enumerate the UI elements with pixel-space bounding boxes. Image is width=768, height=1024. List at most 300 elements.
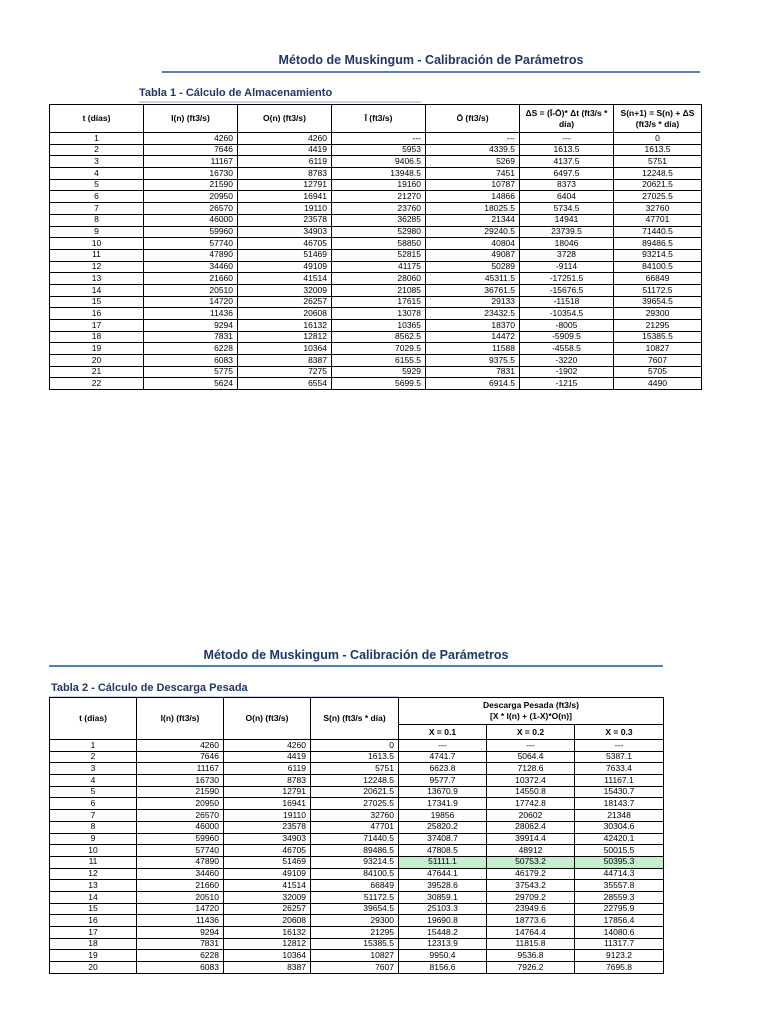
table-cell: 46705 [238, 238, 332, 250]
table-cell: 5699.5 [332, 378, 426, 390]
table-cell: 17 [50, 927, 137, 939]
table-cell: --- [575, 740, 664, 752]
column-header: O(n) (ft3/s) [224, 698, 311, 740]
table-cell: 2 [50, 144, 144, 156]
table-cell: 18143.7 [575, 798, 664, 810]
table-row [50, 740, 664, 752]
table-cell: 16132 [238, 320, 332, 332]
table-cell: 7831 [426, 366, 520, 378]
table-cell: 10372.4 [487, 775, 575, 787]
table-cell: 29133 [426, 296, 520, 308]
table-cell: 22795.9 [575, 903, 664, 915]
table-cell: 12 [50, 868, 137, 880]
table-row [50, 786, 664, 798]
table-cell: 20 [50, 962, 137, 974]
table-cell: 0 [614, 133, 702, 145]
table-cell: 15385.5 [311, 938, 399, 950]
table-cell: 6404 [520, 191, 614, 203]
table-row [50, 133, 702, 145]
table-cell: 71440.5 [614, 226, 702, 238]
table-cell: 12791 [238, 179, 332, 191]
table-cell: 8783 [238, 168, 332, 180]
table-cell: 7646 [137, 751, 224, 763]
table-cell: 21 [50, 366, 144, 378]
table-cell: 21085 [332, 284, 426, 296]
weighted-table-body [50, 740, 664, 974]
table-cell: 4260 [224, 740, 311, 752]
table-row [50, 938, 664, 950]
table-cell: 19160 [332, 179, 426, 191]
table-cell: 11815.8 [487, 938, 575, 950]
table-row [50, 798, 664, 810]
table-cell: 11588 [426, 343, 520, 355]
table-cell: 27025.5 [614, 191, 702, 203]
table-cell: 9 [50, 226, 144, 238]
table-row [50, 296, 702, 308]
table-cell: 21344 [426, 214, 520, 226]
table-cell: 23432.5 [426, 308, 520, 320]
table-cell: 16730 [144, 168, 238, 180]
table-cell: 6119 [238, 156, 332, 168]
table-cell: 8562.5 [332, 331, 426, 343]
table-cell: 17856.4 [575, 915, 664, 927]
table-cell: 11 [50, 856, 137, 868]
x-value: 0.1 [444, 726, 457, 737]
table-cell: 49109 [238, 261, 332, 273]
x-value-header [575, 725, 664, 740]
table-cell: --- [520, 133, 614, 145]
table-cell: 47701 [311, 821, 399, 833]
table-cell: 50395.3 [575, 856, 664, 868]
table-cell: 14764.4 [487, 927, 575, 939]
table-cell: 47890 [144, 249, 238, 261]
table-cell: 7 [50, 203, 144, 215]
table-cell: 5705 [614, 366, 702, 378]
table-cell: 8387 [224, 962, 311, 974]
table1-title-rule [162, 71, 700, 73]
table-cell: 7831 [137, 938, 224, 950]
table-cell: 20510 [137, 891, 224, 903]
table-cell: 6554 [238, 378, 332, 390]
table-cell: 16730 [137, 775, 224, 787]
table-cell: 1 [50, 133, 144, 145]
table-cell: 7646 [144, 144, 238, 156]
table-cell: 21295 [614, 320, 702, 332]
table-row [50, 238, 702, 250]
table-cell: 21590 [144, 179, 238, 191]
table-cell: 29300 [614, 308, 702, 320]
table-cell: 7451 [426, 168, 520, 180]
table-row [50, 284, 702, 296]
table-cell: 4419 [238, 144, 332, 156]
table-cell: 66849 [614, 273, 702, 285]
table-cell: 50753.2 [487, 856, 575, 868]
table-cell: 59960 [137, 833, 224, 845]
table-cell: 20950 [144, 191, 238, 203]
table-cell: 19110 [238, 203, 332, 215]
table-cell: 84100.5 [614, 261, 702, 273]
table-cell: --- [332, 133, 426, 145]
table-cell: 51469 [224, 856, 311, 868]
table-cell: 18025.5 [426, 203, 520, 215]
table-cell: -3220 [520, 355, 614, 367]
table-cell: 1613.5 [311, 751, 399, 763]
table-cell: -11518 [520, 296, 614, 308]
table-cell: 52980 [332, 226, 426, 238]
table-row [50, 915, 664, 927]
table-row [50, 751, 664, 763]
x-label: X = [428, 726, 445, 737]
table-cell: 26257 [224, 903, 311, 915]
table-cell: -4558.5 [520, 343, 614, 355]
table-cell: 4 [50, 168, 144, 180]
table-cell: 13078 [332, 308, 426, 320]
table-cell: 19 [50, 343, 144, 355]
table-cell: --- [399, 740, 487, 752]
x-value: 0.2 [532, 726, 545, 737]
table-cell: 15 [50, 296, 144, 308]
table-cell: 28559.3 [575, 891, 664, 903]
table-cell: 11436 [144, 308, 238, 320]
column-header: O(n) (ft3/s) [238, 105, 332, 133]
table-cell: 4741.7 [399, 751, 487, 763]
table-cell: -1902 [520, 366, 614, 378]
table-cell: 21348 [575, 810, 664, 822]
table-cell: 7831 [144, 331, 238, 343]
table-cell: 9375.5 [426, 355, 520, 367]
table-cell: -5909.5 [520, 331, 614, 343]
table-cell: 39654.5 [311, 903, 399, 915]
table-cell: 47701 [614, 214, 702, 226]
table-cell: 10787 [426, 179, 520, 191]
table-cell: 6 [50, 191, 144, 203]
table-cell: 5751 [311, 763, 399, 775]
table-row [50, 214, 702, 226]
table-cell: 5 [50, 179, 144, 191]
table-cell: 6155.5 [332, 355, 426, 367]
table-cell: 6497.5 [520, 168, 614, 180]
table-cell: 14866 [426, 191, 520, 203]
table-cell: 8387 [238, 355, 332, 367]
table-cell: 4419 [224, 751, 311, 763]
table-cell: 26570 [137, 810, 224, 822]
table-cell: 17615 [332, 296, 426, 308]
table-cell: 1613.5 [614, 144, 702, 156]
table-cell: 23578 [224, 821, 311, 833]
table-cell: 4 [50, 775, 137, 787]
table-cell: 40804 [426, 238, 520, 250]
table-cell: 11 [50, 249, 144, 261]
table-cell: 4260 [144, 133, 238, 145]
table-cell: 20602 [487, 810, 575, 822]
group-header-line1: Descarga Pesada (ft3/s) [483, 700, 579, 710]
table-cell: 16941 [224, 798, 311, 810]
table-cell: 23739.5 [520, 226, 614, 238]
table-row [50, 880, 664, 892]
table-cell: 50289 [426, 261, 520, 273]
table-cell: 4260 [238, 133, 332, 145]
table-cell: 6623.8 [399, 763, 487, 775]
table-cell: 7128.6 [487, 763, 575, 775]
column-header: S(n) (ft3/s * día) [311, 698, 399, 740]
table-cell: 13948.5 [332, 168, 426, 180]
table-cell: 6914.5 [426, 378, 520, 390]
table-cell: 6228 [137, 950, 224, 962]
table-cell: 20621.5 [614, 179, 702, 191]
table2-title-rule [49, 665, 663, 667]
table-cell: 6083 [137, 962, 224, 974]
table-row [50, 343, 702, 355]
table-cell: 46179.2 [487, 868, 575, 880]
storage-table [49, 104, 702, 390]
table-cell: 19690.8 [399, 915, 487, 927]
table-cell: 59960 [144, 226, 238, 238]
table-cell: 4339.5 [426, 144, 520, 156]
table-cell: 51111.1 [399, 856, 487, 868]
table-cell: 26257 [238, 296, 332, 308]
table-cell: 6228 [144, 343, 238, 355]
table-cell: 84100.5 [311, 868, 399, 880]
table-cell: 9536.8 [487, 950, 575, 962]
table-cell: 1 [50, 740, 137, 752]
table-cell: 9950.4 [399, 950, 487, 962]
table-cell: 20950 [137, 798, 224, 810]
table-cell: 9577.7 [399, 775, 487, 787]
table-cell: 5387.1 [575, 751, 664, 763]
table-cell: 12 [50, 261, 144, 273]
table-cell: 93214.5 [614, 249, 702, 261]
table-cell: 34460 [137, 868, 224, 880]
table-row [50, 144, 702, 156]
table-cell: 25103.3 [399, 903, 487, 915]
table-row [50, 355, 702, 367]
table-cell: 44714.3 [575, 868, 664, 880]
table-cell: 7607 [614, 355, 702, 367]
table-cell: 14720 [137, 903, 224, 915]
x-value-header [487, 725, 575, 740]
table-cell: 52815 [332, 249, 426, 261]
column-header: I(n) (ft3/s) [144, 105, 238, 133]
table-cell: 7 [50, 810, 137, 822]
table-row [50, 378, 702, 390]
table-cell: 7695.8 [575, 962, 664, 974]
table1-subtitle-rule [139, 101, 421, 103]
table-cell: 51172.5 [614, 284, 702, 296]
table-row [50, 927, 664, 939]
table-cell: 13 [50, 273, 144, 285]
table-cell: 71440.5 [311, 833, 399, 845]
table-cell: 46705 [224, 845, 311, 857]
table-cell: 47808.5 [399, 845, 487, 857]
table-cell: --- [487, 740, 575, 752]
table-cell: 4490 [614, 378, 702, 390]
table-cell: -8005 [520, 320, 614, 332]
table-cell: 23760 [332, 203, 426, 215]
table-cell: 46000 [137, 821, 224, 833]
table-cell: 49087 [426, 249, 520, 261]
table-cell: 28062.4 [487, 821, 575, 833]
table-cell: 17742.8 [487, 798, 575, 810]
table-cell: 50015.5 [575, 845, 664, 857]
table-cell: 5734.5 [520, 203, 614, 215]
table-row [50, 203, 702, 215]
table-cell: 29709.2 [487, 891, 575, 903]
table-cell: 21295 [311, 927, 399, 939]
table-cell: 27025.5 [311, 798, 399, 810]
table-cell: 25820.2 [399, 821, 487, 833]
table-cell: 10 [50, 238, 144, 250]
table-cell: 1613.5 [520, 144, 614, 156]
table-cell: 13670.9 [399, 786, 487, 798]
table-cell: 10365 [332, 320, 426, 332]
table-cell: 34903 [238, 226, 332, 238]
table-cell: 19 [50, 950, 137, 962]
group-header-line2: [X * I(n) + (1-X)*O(n)] [490, 711, 572, 721]
table-cell: 20621.5 [311, 786, 399, 798]
column-header: S(n+1) = S(n) + ΔS (ft3/s * día) [614, 105, 702, 133]
table-cell: 10827 [311, 950, 399, 962]
table-cell: 41514 [224, 880, 311, 892]
table-cell: 5751 [614, 156, 702, 168]
x-label: X = [605, 726, 621, 737]
table-row [50, 810, 664, 822]
table-cell: 21660 [144, 273, 238, 285]
column-header: Ī (ft3/s) [332, 105, 426, 133]
table-cell: 20 [50, 355, 144, 367]
table-cell: 12313.9 [399, 938, 487, 950]
table-cell: -17251.5 [520, 273, 614, 285]
table-cell: 16 [50, 915, 137, 927]
table-cell: 20608 [238, 308, 332, 320]
table-cell: 11317.7 [575, 938, 664, 950]
table2-title: Método de Muskingum - Calibración de Parámetros [203, 648, 509, 662]
table-cell: 3 [50, 156, 144, 168]
table-cell: 93214.5 [311, 856, 399, 868]
table-cell: 8156.6 [399, 962, 487, 974]
table-cell: 14720 [144, 296, 238, 308]
table-cell: 11167 [144, 156, 238, 168]
table-cell: 5929 [332, 366, 426, 378]
table-row [50, 775, 664, 787]
table-cell: 3 [50, 763, 137, 775]
table-cell: 15448.2 [399, 927, 487, 939]
table-cell: -15676.5 [520, 284, 614, 296]
table-cell: 29300 [311, 915, 399, 927]
table-cell: 26570 [144, 203, 238, 215]
table-cell: 18 [50, 331, 144, 343]
table-cell: 89486.5 [311, 845, 399, 857]
weighted-discharge-group-header [399, 698, 664, 725]
x-label: X = [516, 726, 533, 737]
table-cell: 16 [50, 308, 144, 320]
column-header: ΔS = (Ī-Ō)* Δt (ft3/s * día) [520, 105, 614, 133]
table1-subtitle: Tabla 1 - Cálculo de Almacenamiento [139, 87, 333, 99]
table-row [50, 273, 702, 285]
table-cell: 21270 [332, 191, 426, 203]
table-cell: 23949.6 [487, 903, 575, 915]
table-cell: 14941 [520, 214, 614, 226]
table-cell: 89486.5 [614, 238, 702, 250]
table-cell: 14080.6 [575, 927, 664, 939]
weighted-discharge-table [49, 697, 664, 974]
table-cell: 9294 [144, 320, 238, 332]
table-cell: 12791 [224, 786, 311, 798]
table-cell: 0 [311, 740, 399, 752]
table-row [50, 308, 702, 320]
table-cell: 46000 [144, 214, 238, 226]
table-cell: 7633.4 [575, 763, 664, 775]
table-cell: 39528.6 [399, 880, 487, 892]
table-cell: 5269 [426, 156, 520, 168]
table-cell: 21590 [137, 786, 224, 798]
weighted-table-header-row1 [50, 698, 664, 725]
table-cell: 58850 [332, 238, 426, 250]
table-cell: --- [426, 133, 520, 145]
table-cell: 36285 [332, 214, 426, 226]
table-cell: 14 [50, 284, 144, 296]
table-cell: 6 [50, 798, 137, 810]
table-cell: 30859.1 [399, 891, 487, 903]
table-cell: 51469 [238, 249, 332, 261]
table-cell: 9 [50, 833, 137, 845]
table-cell: 10 [50, 845, 137, 857]
table-cell: 9406.5 [332, 156, 426, 168]
column-header: t (días) [50, 698, 137, 740]
table-cell: 6083 [144, 355, 238, 367]
storage-table-header [50, 105, 702, 133]
table-row [50, 191, 702, 203]
table-cell: 6119 [224, 763, 311, 775]
table-cell: 12812 [238, 331, 332, 343]
table-cell: 5624 [144, 378, 238, 390]
table-cell: 15385.5 [614, 331, 702, 343]
column-header: t (días) [50, 105, 144, 133]
table1-title: Método de Muskingum - Calibración de Parámetros [278, 53, 584, 67]
table-row [50, 856, 664, 868]
table-cell: 28060 [332, 273, 426, 285]
table-cell: 37543.2 [487, 880, 575, 892]
table-cell: 51172.5 [311, 891, 399, 903]
table-cell: 32009 [238, 284, 332, 296]
table-row [50, 950, 664, 962]
table2-subtitle: Tabla 2 - Cálculo de Descarga Pesada [51, 682, 248, 694]
table-cell: 34460 [144, 261, 238, 273]
table-cell: 20608 [224, 915, 311, 927]
table-cell: 35557.8 [575, 880, 664, 892]
table-cell: 45311.5 [426, 273, 520, 285]
table-cell: 57740 [137, 845, 224, 857]
table-cell: 66849 [311, 880, 399, 892]
table-cell: 36761.5 [426, 284, 520, 296]
table-cell: 18773.6 [487, 915, 575, 927]
table-row [50, 249, 702, 261]
table-cell: 5064.4 [487, 751, 575, 763]
table-cell: 10364 [238, 343, 332, 355]
table-cell: 13 [50, 880, 137, 892]
table-cell: 9294 [137, 927, 224, 939]
table-cell: 37408.7 [399, 833, 487, 845]
table-cell: 7926.2 [487, 962, 575, 974]
table-cell: 11167.1 [575, 775, 664, 787]
table-cell: 15430.7 [575, 786, 664, 798]
table-cell: 19110 [224, 810, 311, 822]
table-cell: 14472 [426, 331, 520, 343]
table-cell: 19856 [399, 810, 487, 822]
table-cell: 7607 [311, 962, 399, 974]
table-cell: 17341.9 [399, 798, 487, 810]
table-cell: 18046 [520, 238, 614, 250]
column-header: Ō (ft3/s) [426, 105, 520, 133]
